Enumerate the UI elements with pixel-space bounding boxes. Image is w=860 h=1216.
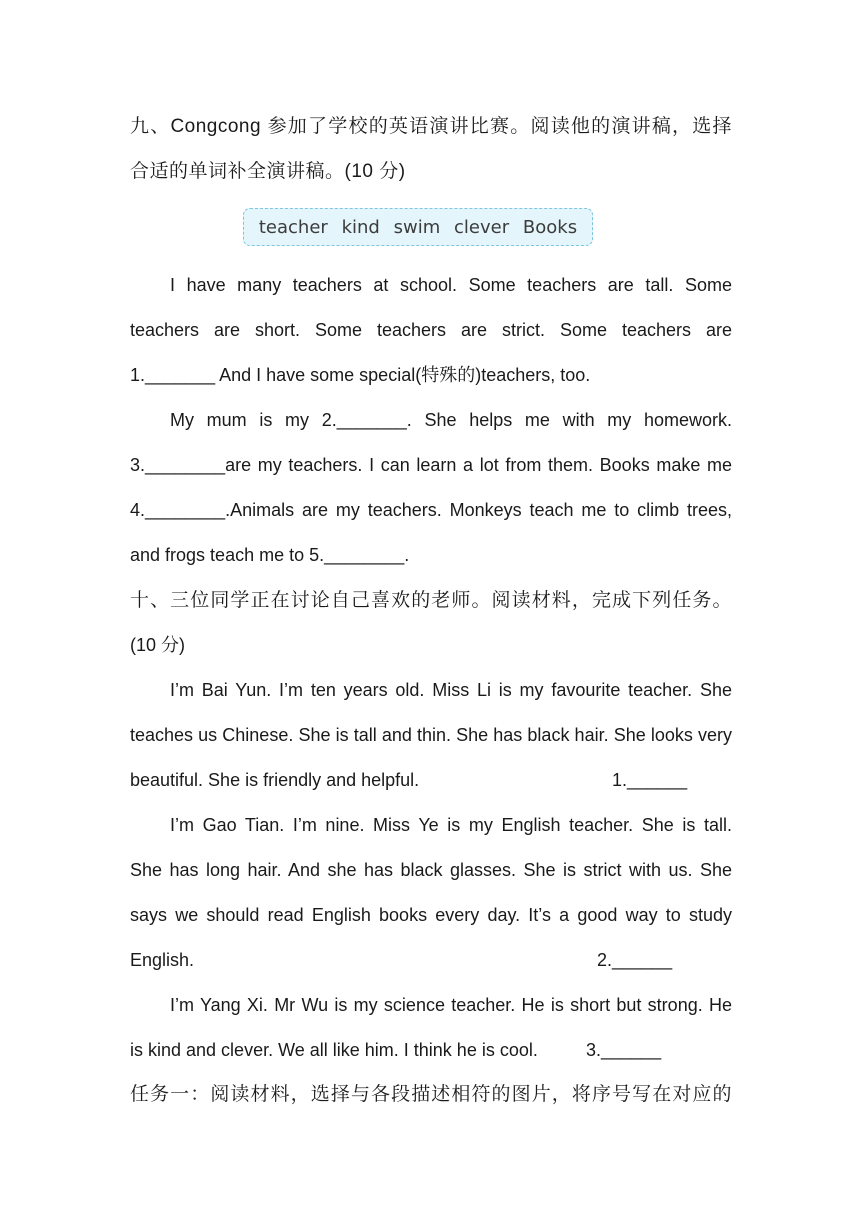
section9-title-line1: 九、Congcong 参加了学校的英语演讲比赛。阅读他的演讲稿，选择 [130,116,732,137]
word-bank-item: swim [393,216,441,238]
paragraph-line: I’m Gao Tian. I’m nine. Miss Ye is my English teacher. She is tall. [170,815,732,835]
paragraph-line: says we should read English books every day. It’s a good way to study [130,905,732,925]
word-bank [243,208,593,246]
speech-line: My mum is my 2._______. She helps me with my homework. [170,410,732,430]
paragraph-line: I’m Bai Yun. I’m ten years old. Miss Li is my favourite teacher. She [170,680,732,700]
section9-title-line2: 合适的单词补全演讲稿。(10 分) [130,161,406,182]
paragraph-line: beautiful. She is friendly and helpful. [130,770,420,790]
paragraph-line: English. [130,950,195,970]
task1-instruction: 任务一：阅读材料，选择与各段描述相符的图片，将序号写在对应的 [130,1084,732,1105]
speech-line: and frogs teach me to 5.________. [130,545,410,565]
speech-line: 3.________are my teachers. I can learn a lot from them. Books make me [130,455,732,475]
speech-line: 4.________.Animals are my teachers. Monkeys teach me to climb trees, [130,500,732,520]
word-bank-item: clever [454,216,510,238]
section10-title-line1: 十、三位同学正在讨论自己喜欢的老师。阅读材料，完成下列任务。 [130,590,732,611]
answer-blank-1: 1.______ [612,770,688,790]
word-bank-item: kind [341,216,380,238]
answer-blank-3: 3.______ [586,1040,662,1060]
speech-line: I have many teachers at school. Some teachers are tall. Some [170,275,732,295]
word-bank-item: Books [522,216,578,238]
section10-title-line2: (10 分) [130,635,186,655]
answer-blank-2: 2.______ [597,950,673,970]
speech-line: 1._______ And I have some special(特殊的)teachers, too. [130,365,591,385]
paragraph-line: I’m Yang Xi. Mr Wu is my science teacher. He is short but strong. He [170,995,732,1015]
paragraph-line: is kind and clever. We all like him. I think he is cool. [130,1040,538,1060]
speech-line: teachers are short. Some teachers are strict. Some teachers are [130,320,732,340]
word-bank-item: teacher [258,216,328,238]
paragraph-line: teaches us Chinese. She is tall and thin. She has black hair. She looks very [130,725,732,745]
paragraph-line: She has long hair. And she has black glasses. She is strict with us. She [130,860,732,880]
